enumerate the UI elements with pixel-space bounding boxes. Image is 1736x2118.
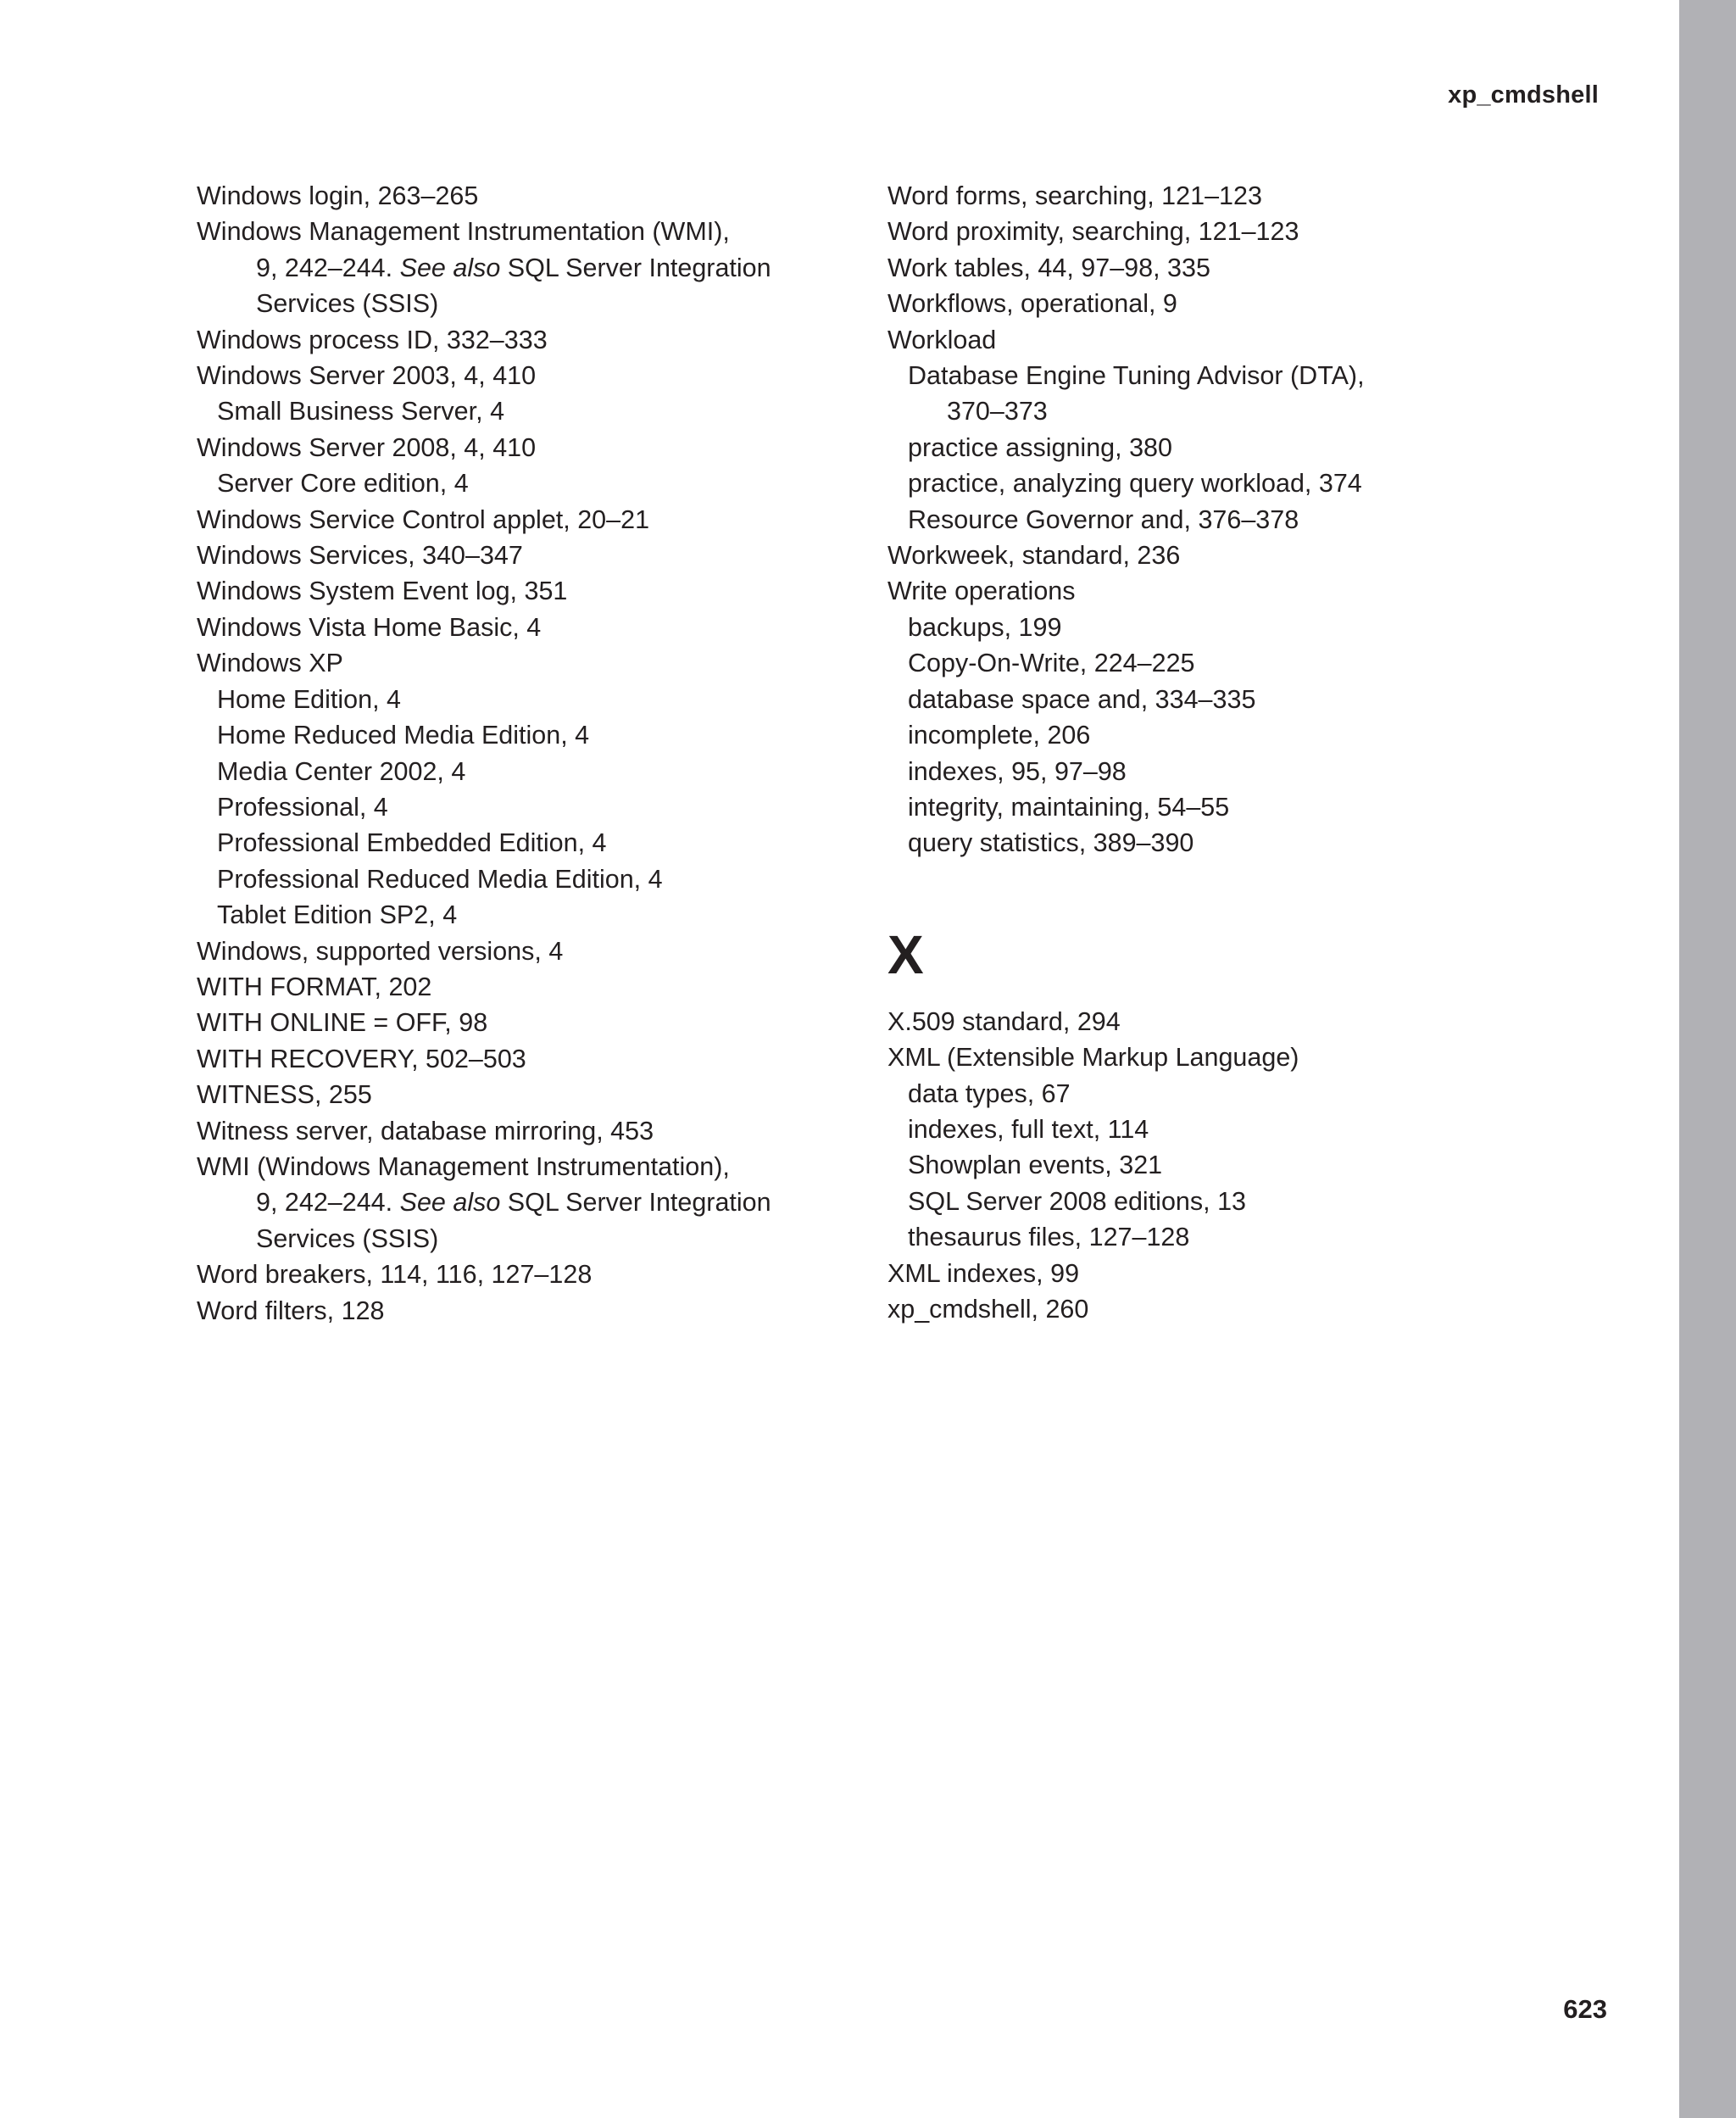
- index-entry-continuation: Services (SSIS): [256, 1223, 439, 1253]
- index-subentry: query statistics, 389–390: [908, 828, 1194, 858]
- index-subentry: practice assigning, 380: [908, 432, 1172, 462]
- index-subentry: Professional Embedded Edition, 4: [217, 828, 607, 858]
- index-entry: Windows, supported versions, 4: [197, 936, 564, 966]
- index-entry: Word forms, searching, 121–123: [887, 181, 1262, 210]
- index-subentry: Professional Reduced Media Edition, 4: [217, 864, 663, 894]
- index-entry-continuation: 9, 242–244. See also SQL Server Integration: [256, 1188, 771, 1218]
- index-subentry: database space and, 334–335: [908, 684, 1256, 714]
- index-subentry: practice, analyzing query workload, 374: [908, 469, 1362, 499]
- index-subentry: Home Reduced Media Edition, 4: [217, 721, 590, 750]
- see-also-label: See also: [399, 253, 501, 282]
- index-subentry: Small Business Server, 4: [217, 397, 505, 426]
- index-subentry: SQL Server 2008 editions, 13: [908, 1186, 1247, 1216]
- index-entry: WITH FORMAT, 202: [197, 972, 432, 1001]
- index-subentry: Professional, 4: [217, 792, 388, 822]
- index-subentry: indexes, 95, 97–98: [908, 756, 1127, 786]
- index-subentry: Resource Governor and, 376–378: [908, 504, 1299, 534]
- index-entry: Windows Service Control applet, 20–21: [197, 504, 650, 534]
- index-entry: Workload: [887, 325, 997, 354]
- index-entry: Write operations: [887, 577, 1076, 606]
- index-entry: XML indexes, 99: [887, 1258, 1080, 1288]
- index-entry: Windows XP: [197, 649, 343, 678]
- index-entry-continuation: 9, 242–244. See also SQL Server Integration: [256, 253, 771, 282]
- index-entry-continuation: Services (SSIS): [256, 289, 439, 319]
- index-subentry: incomplete, 206: [908, 721, 1091, 750]
- index-entry: Work tables, 44, 97–98, 335: [887, 253, 1210, 282]
- index-entry: Word proximity, searching, 121–123: [887, 217, 1299, 247]
- index-entry: Windows Management Instrumentation (WMI),: [197, 217, 730, 247]
- index-entry: Windows process ID, 332–333: [197, 325, 548, 354]
- index-entry: Witness server, database mirroring, 453: [197, 1116, 654, 1145]
- index-entry: Windows Services, 340–347: [197, 541, 523, 571]
- index-subentry: Database Engine Tuning Advisor (DTA),: [908, 361, 1365, 391]
- index-entry: Windows login, 263–265: [197, 181, 479, 210]
- index-entry: Windows Vista Home Basic, 4: [197, 612, 542, 642]
- index-subentry: Server Core edition, 4: [217, 469, 469, 499]
- index-entry: xp_cmdshell, 260: [887, 1294, 1089, 1324]
- index-subentry: Tablet Edition SP2, 4: [217, 900, 458, 930]
- index-entry: XML (Extensible Markup Language): [887, 1043, 1299, 1073]
- index-entry: Workflows, operational, 9: [887, 289, 1177, 319]
- index-subentry: Home Edition, 4: [217, 684, 401, 714]
- index-column-right: [887, 178, 1650, 1327]
- index-subentry: data types, 67: [908, 1079, 1071, 1108]
- index-subentry-continuation: 370–373: [947, 397, 1048, 426]
- index-entry: Word breakers, 114, 116, 127–128: [197, 1260, 593, 1290]
- index-subentry: thesaurus files, 127–128: [908, 1223, 1190, 1252]
- index-subentry: Media Center 2002, 4: [217, 756, 466, 786]
- section-letter-heading: X: [887, 923, 924, 985]
- page-number: 623: [1563, 1994, 1607, 2024]
- index-entry: WITH RECOVERY, 502–503: [197, 1044, 526, 1073]
- index-entry: WITH ONLINE = OFF, 98: [197, 1008, 488, 1038]
- index-entry: Windows Server 2003, 4, 410: [197, 361, 537, 391]
- index-entry: WITNESS, 255: [197, 1080, 372, 1110]
- index-entry: Windows Server 2008, 4, 410: [197, 432, 537, 462]
- see-also-label: See also: [399, 1188, 501, 1218]
- page-edge-tab: [1679, 0, 1736, 2118]
- index-entry: Windows System Event log, 351: [197, 577, 568, 606]
- index-subentry: indexes, full text, 114: [908, 1114, 1149, 1144]
- index-subentry: integrity, maintaining, 54–55: [908, 792, 1230, 822]
- index-subentry: Copy-On-Write, 224–225: [908, 649, 1195, 678]
- index-entry: X.509 standard, 294: [887, 1006, 1121, 1036]
- index-entry: Word filters, 128: [197, 1296, 385, 1325]
- index-entry: WMI (Windows Management Instrumentation),: [197, 1151, 730, 1181]
- index-column-left: [197, 178, 858, 1329]
- index-entry: Workweek, standard, 236: [887, 541, 1181, 571]
- index-subentry: Showplan events, 321: [908, 1151, 1163, 1180]
- index-subentry: backups, 199: [908, 612, 1062, 642]
- running-head: xp_cmdshell: [1448, 81, 1599, 109]
